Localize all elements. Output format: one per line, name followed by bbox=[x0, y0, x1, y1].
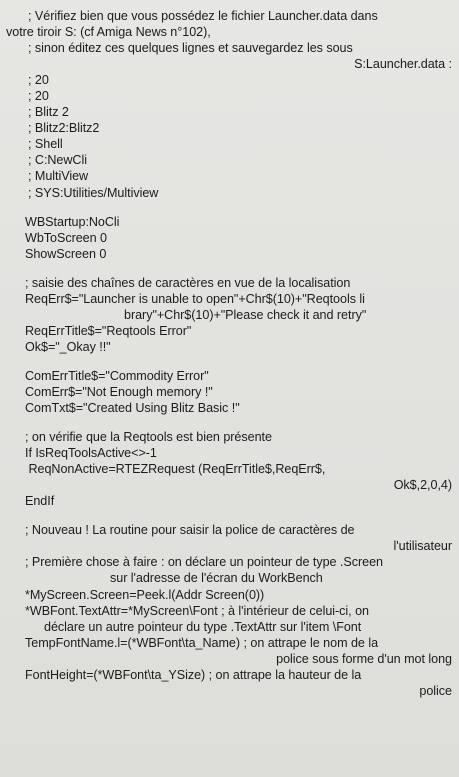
code-line: ; Shell bbox=[28, 137, 63, 152]
code-line: WbToScreen 0 bbox=[25, 230, 107, 245]
code-line: ; Blitz 2 bbox=[28, 105, 69, 120]
code-line: ; Blitz2:Blitz2 bbox=[28, 121, 100, 136]
code-line: If IsReqToolsActive<>-1 bbox=[25, 446, 157, 461]
code-line: ; Première chose à faire : on déclare un pointeur de type .Screen bbox=[25, 555, 383, 570]
code-line: ShowScreen 0 bbox=[25, 246, 107, 261]
code-line: S:Launcher.data : bbox=[354, 57, 452, 72]
blank-line bbox=[6, 355, 452, 368]
code-line: FontHeight=(*WBFont\ta_YSize) ; on attrape la hauteur de la bbox=[25, 667, 362, 682]
code-line: ReqErrTitle$="Reqtools Error" bbox=[25, 323, 192, 338]
code-line: ; MultiView bbox=[28, 169, 89, 184]
code-line: ; C:NewCli bbox=[28, 153, 87, 168]
blank-line bbox=[6, 416, 452, 429]
code-line: police bbox=[419, 683, 452, 698]
blank-line bbox=[6, 201, 452, 214]
code-line: déclare un autre pointeur du type .TextAttr sur l'item \Font bbox=[44, 619, 362, 634]
code-line: ; saisie des chaînes de caractères en vue de la localisation bbox=[25, 275, 351, 290]
code-line: ; 20 bbox=[28, 73, 49, 88]
code-line: ; Vérifiez bien que vous possédez le fichier Launcher.data dans bbox=[28, 9, 378, 23]
code-line: votre tiroir S: (cf Amiga News n°102), bbox=[6, 25, 211, 40]
blank-line bbox=[6, 509, 452, 522]
code-line: l'utilisateur bbox=[393, 539, 452, 554]
code-line: Ok$,2,0,4) bbox=[393, 478, 452, 493]
code-line: ; SYS:Utilities/Multiview bbox=[28, 185, 159, 200]
code-line: ; sinon éditez ces quelques lignes et sauvegardez les sous bbox=[28, 41, 353, 56]
code-line: *WBFont.TextAttr=*MyScreen\Font ; à l'intérieur de celui-ci, on bbox=[25, 603, 369, 618]
code-line: ; 20 bbox=[28, 89, 49, 104]
code-line: ReqNonActive=RTEZRequest (ReqErrTitle$,ReqErr$, bbox=[25, 462, 326, 477]
blank-line bbox=[6, 262, 452, 275]
code-line: ; on vérifie que la Reqtools est bien présente bbox=[25, 430, 272, 445]
code-line: ComTxt$="Created Using Blitz Basic !" bbox=[25, 401, 240, 416]
code-line: sur l'adresse de l'écran du WorkBench bbox=[110, 571, 323, 586]
code-line: *MyScreen.Screen=Peek.l(Addr Screen(0)) bbox=[25, 587, 265, 602]
code-line: ReqErr$="Launcher is unable to open"+Chr$(10)+"Reqtools li bbox=[25, 291, 365, 306]
code-line: EndIf bbox=[25, 494, 55, 509]
code-line: ComErr$="Not Enough memory !" bbox=[25, 384, 213, 399]
code-line: Ok$="_Okay !!" bbox=[25, 339, 111, 354]
code-line: ; Nouveau ! La routine pour saisir la police de caractères de bbox=[25, 523, 355, 538]
code-line: TempFontName.l=(*WBFont\ta_Name) ; on attrape le nom de la bbox=[25, 635, 379, 650]
code-line: police sous forme d'un mot long bbox=[276, 651, 452, 666]
code-listing bbox=[6, 8, 452, 699]
code-line: WBStartup:NoCli bbox=[25, 214, 120, 229]
code-line: ComErrTitle$="Commodity Error" bbox=[25, 368, 209, 383]
code-line: brary"+Chr$(10)+"Please check it and retry" bbox=[124, 307, 367, 322]
